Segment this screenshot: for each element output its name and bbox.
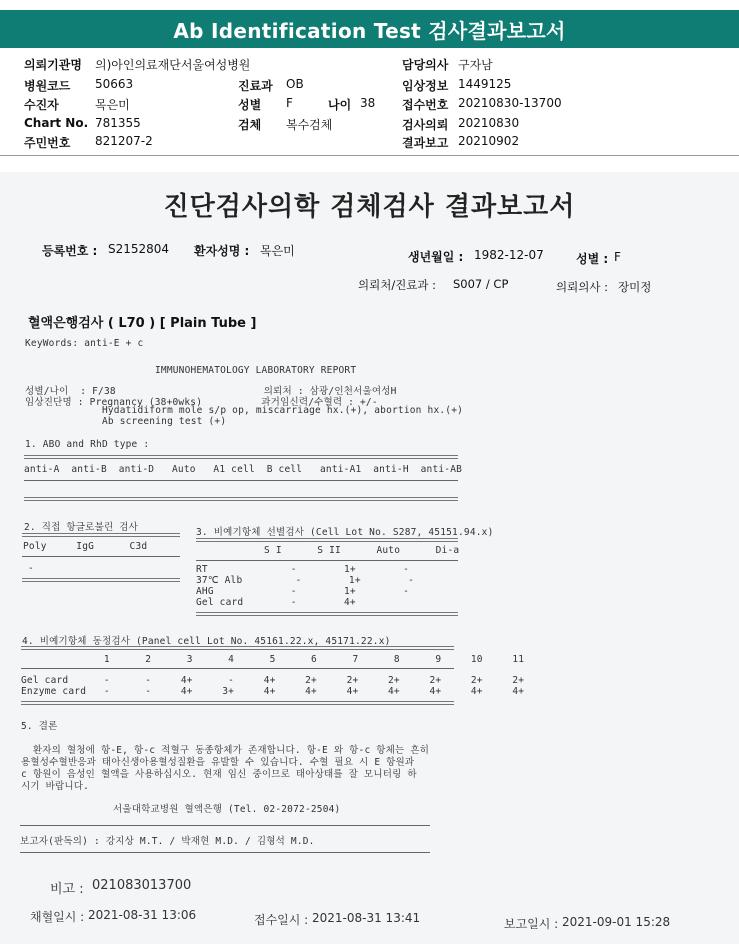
s4-rule-bottom [21,701,454,705]
clinical-label: 임상정보 [402,79,449,93]
s4-row-enzyme: Enzyme card - - 4+ 3+ 4+ 4+ 4+ 4+ 4+ 4+ 4+ [21,686,525,697]
scan-doctor-value: 장미정 [618,280,652,294]
request-label: 검사의뢰 [402,118,449,132]
remark-label: 비고 : [50,882,84,897]
chart-label: Chart No. [24,116,89,130]
receive-label: 접수일시 : [254,913,309,927]
dept-scan-value: S007 / CP [453,277,509,291]
scan-sex-label: 성별 : [576,252,609,266]
s3-row-ahg: AHG - 1+ - [196,586,410,597]
scanned-report [0,172,739,944]
specimen-label: 검체 [238,118,262,132]
s1-title: 1. ABO and RhD type : [25,439,150,450]
s4-rule-mid [21,668,454,669]
header-divider [0,155,739,156]
test-name: 혈액은행검사 ( L70 ) [ Plain Tube ] [28,316,257,331]
s2-title: 2. 직접 항글로불린 검사 [24,522,138,533]
s4-row-gel: Gel card - - 4+ - 4+ 2+ 2+ 2+ 2+ 2+ 2+ [21,675,525,686]
s3-rule-mid [196,560,458,561]
s3-row-rt: RT - 1+ - [196,564,410,575]
lab-title: IMMUNOHEMATOLOGY LABORATORY REPORT [155,365,357,376]
s1-rule-mid [24,480,458,481]
sex-label: 성별 [238,98,262,112]
receipt-label: 접수번호 [402,98,449,112]
id-label: 주민번호 [24,136,71,150]
reg-value: S2152804 [108,242,170,256]
dob-label: 생년월일 : [408,250,464,264]
s1-rule-top [24,455,458,459]
clinical-value: 1449125 [458,77,512,91]
reporter-line: 보고자(판독의) : 강지상 M.T. / 박재현 M.D. / 김형석 M.D. [20,836,315,847]
receive-value: 2021-08-31 13:41 [312,911,421,925]
report-time-value: 2021-09-01 15:28 [562,915,671,929]
request-value: 20210830 [458,116,520,130]
doctor-value: 구자남 [458,58,493,72]
report-time-label: 보고일시 : [504,917,559,931]
s1-rule-bottom [24,497,458,501]
doctor-label: 담당의사 [402,58,449,72]
s3-header: S I S II Auto Di-a [264,545,460,556]
hospital-label: 의뢰기관명 [24,58,82,72]
scan-doctor-label: 의뢰의사 : [556,280,608,294]
name-value: 목은미 [260,244,295,258]
collect-label: 채혈일시 : [30,910,85,924]
conclusion-line-3: c 항원이 음성인 혈액을 사용하십시오. 현재 임신 중이므로 태아상태를 잘 모니터링 하 [21,769,417,780]
keywords: KeyWords: anti-E + c [25,338,144,349]
reporter-rule-bottom [20,852,430,853]
dept-value: OB [286,77,304,91]
s3-row-alb: 37℃ Alb - 1+ - [196,575,415,586]
conclusion-line-4: 시기 바랍니다. [21,781,90,792]
report-label: 결과보고 [402,136,449,150]
code-value: 50663 [95,77,134,91]
age-value: 38 [360,96,376,110]
patient-info-grid [0,0,739,150]
code-label: 병원코드 [24,79,71,93]
s2-row: - [28,563,34,574]
patient-label: 수진자 [24,98,59,112]
report-value: 20210902 [458,134,520,148]
s3-rule-bottom [196,612,458,616]
s3-title: 3. 비예기항체 선별검사 (Cell Lot No. S287, 45151.94.x) [196,527,494,538]
remark-value: 021083013700 [92,878,192,893]
s4-title: 4. 비예기항체 동정검사 (Panel cell Lot No. 45161.22.x, 45171.22.x) [22,636,391,647]
age-label: 나이 [328,98,352,112]
info-line-3: Hydatidiform mole s/p op, miscarriage hx.(+), abortion hx.(+) [25,405,464,416]
s2-rule-mid [22,556,180,557]
conclusion-line-1: 환자의 혈청에 항-E, 항-c 적혈구 동종항체가 존재합니다. 항-E 와 항-c 항체는 흔히 [21,745,430,756]
id-value: 821207-2 [95,134,153,148]
s4-header: 1 2 3 4 5 6 7 8 9 10 11 [21,654,525,665]
info-line-1: 성별/나이 : F/38 의뢰처 : 삼광/인천서울여성H [25,386,397,397]
sex-value: F [286,96,293,110]
patient-value: 목은미 [95,98,130,112]
hospital-value: 의)아인의료재단서울여성병원 [95,58,251,72]
s5-title: 5. 결론 [21,721,58,732]
s3-rule-top [196,538,458,542]
report-title: Ab Identification Test 검사결과보고서 [173,18,566,43]
receipt-value: 20210830-13700 [458,96,562,110]
specimen-value: 복수검체 [286,118,333,132]
s2-header: Poly IgG C3d [23,541,148,552]
name-label: 환자성명 : [194,244,250,258]
reporter-rule-top [20,825,430,826]
s2-rule-top [22,533,180,537]
reg-label: 등록번호 : [42,244,98,258]
collect-value: 2021-08-31 13:06 [88,908,197,922]
scan-title: 진단검사의학 검체검사 결과보고서 [163,192,576,222]
dob-value: 1982-12-07 [474,248,544,262]
hospital-line: 서울대학교병원 혈액은행 (Tel. 02-2072-2504) [113,804,341,815]
chart-value: 781355 [95,116,141,130]
dept-label: 진료과 [238,79,273,93]
s3-row-gel: Gel card - 4+ [196,597,356,608]
s2-rule-bottom [22,578,180,582]
conclusion-line-2: 용혈성수혈반응과 태아신생아용혈성질환을 유발할 수 있습니다. 수혈 필요 시 E 항원과 [21,757,415,768]
s1-header: anti-A anti-B anti-D Auto A1 cell B cell anti-A1 anti-H anti-AB [24,464,463,475]
info-line-2: 임상진단명 : Pregnancy (38+0wks) 과거임신력/수혈력 : +/- [25,397,378,408]
s4-rule-top [21,646,454,650]
dept-scan-label: 의뢰처/진료과 : [358,278,437,292]
info-line-4: Ab screening test (+) [25,416,227,427]
scan-sex-value: F [614,250,621,264]
